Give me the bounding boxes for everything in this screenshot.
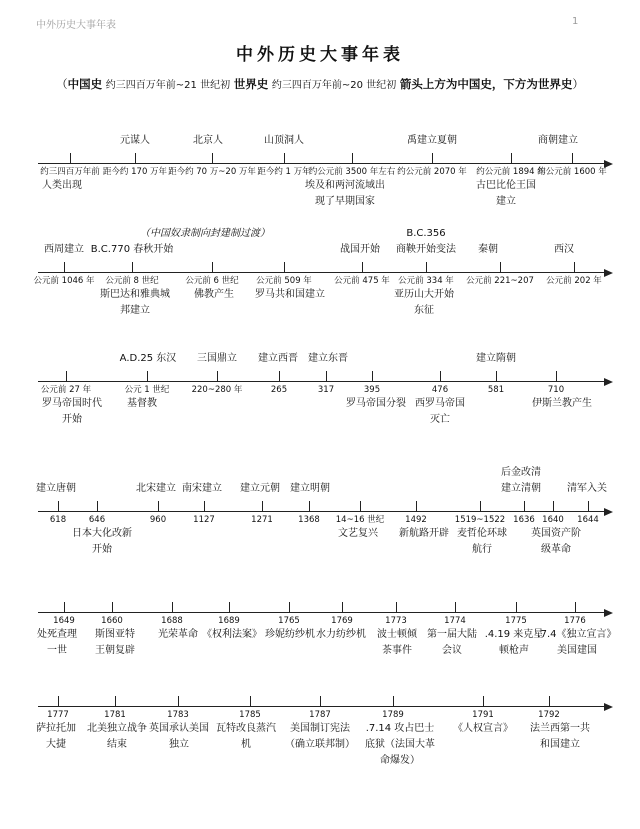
timeline-date: 1519~1522: [454, 515, 506, 525]
timeline-date: 1127: [193, 515, 215, 525]
timeline-date: 1368: [298, 515, 320, 525]
timeline-date: 960: [149, 515, 167, 525]
world-event: 罗马共和国建立: [255, 289, 325, 300]
timeline-tick: [432, 153, 433, 163]
timeline-tick: [70, 153, 71, 163]
china-event: 后金改清 建立清朝: [501, 467, 541, 494]
timeline-tick: [500, 262, 501, 272]
world-event: 美国制订宪法 （确立联邦制）: [285, 723, 355, 750]
china-event: B.C.770 春秋开始: [90, 244, 174, 255]
timeline-date: 1774: [444, 616, 466, 626]
world-event: 萨拉托加 大捷: [36, 723, 76, 750]
timeline-tick: [372, 371, 373, 381]
china-event: 三国鼎立: [197, 353, 237, 364]
timeline-date: 公元前 8 世纪: [105, 276, 159, 286]
world-event: 水力纺纱机: [316, 629, 366, 640]
timeline-date: 1781: [104, 710, 126, 720]
subtitle-world-label: 世界史: [233, 77, 269, 91]
timeline-date: 公元前 202 年: [546, 276, 602, 286]
arrow-right-icon: [604, 378, 613, 386]
world-event: 《权利法案》: [202, 629, 262, 640]
china-event: 元谋人: [120, 135, 150, 146]
subtitle-world-range: 约三四百万年前~20 世纪初: [271, 80, 397, 91]
timeline-tick: [549, 696, 550, 706]
china-event: 建立明朝: [290, 483, 330, 494]
timeline-tick: [342, 602, 343, 612]
world-event: 英国承认美国 独立: [149, 723, 209, 750]
world-event: 瓦特改良蒸汽 机: [216, 723, 276, 750]
timeline-date: 1640: [542, 515, 564, 525]
china-event: 建立元朝: [240, 483, 280, 494]
world-event: 西罗马帝国 灭亡: [415, 398, 465, 425]
arrow-right-icon: [604, 703, 613, 711]
timeline-tick: [147, 371, 148, 381]
timeline-tick: [393, 696, 394, 706]
timeline-tick: [440, 371, 441, 381]
timeline-tick: [158, 501, 159, 511]
timeline-date: 476: [431, 385, 449, 395]
timeline-date: 317: [317, 385, 335, 395]
timeline-tick: [496, 371, 497, 381]
timeline-tick: [396, 602, 397, 612]
timeline-date: 1765: [278, 616, 300, 626]
world-event: 处死查理 一世: [37, 629, 77, 656]
china-event: 战国开始: [340, 244, 380, 255]
timeline-tick: [575, 602, 576, 612]
timeline-tick: [516, 602, 517, 612]
timeline-date: 1773: [385, 616, 407, 626]
world-event: .7.4《独立宣言》 美国建国: [537, 629, 617, 656]
china-event: 北宋建立: [136, 483, 176, 494]
arrow-right-icon: [604, 508, 613, 516]
world-event: 麦哲伦环球 航行: [457, 528, 507, 555]
timeline-tick: [524, 501, 525, 511]
timeline-date: 距今约 170 万年: [102, 167, 168, 177]
timeline-date: 265: [270, 385, 288, 395]
timeline-tick: [115, 696, 116, 706]
timeline-date: 1660: [101, 616, 123, 626]
timeline-date: 14~16 世纪: [335, 515, 385, 525]
timeline-tick: [204, 501, 205, 511]
timeline-tick: [250, 696, 251, 706]
world-event: 基督教: [127, 398, 157, 409]
world-event: 人类出现: [42, 180, 82, 191]
timeline-tick: [64, 602, 65, 612]
timeline-date: 约三四百万年前: [40, 167, 100, 177]
world-event: 埃及和两河流域出 现了早期国家: [305, 180, 385, 207]
world-event: 佛教产生: [194, 289, 234, 300]
timeline-axis: [38, 612, 604, 613]
world-event: 北美独立战争 结束: [87, 723, 147, 750]
timeline-date: 1688: [161, 616, 183, 626]
timeline-date: 公元前 221~207: [466, 276, 534, 286]
timeline-date: 1789: [382, 710, 404, 720]
timeline-tick: [178, 696, 179, 706]
timeline-date: 公元 1 世纪: [124, 385, 170, 395]
world-event: 罗马帝国时代 开始: [42, 398, 102, 425]
subtitle-cn-range: 约三四百万年前~21 世纪初: [105, 80, 231, 91]
world-event: 英国资产阶 级革命: [531, 528, 581, 555]
world-event: 《人权宣言》: [453, 723, 513, 734]
timeline-date: 公元前 27 年: [40, 385, 92, 395]
china-event: A.D.25 东汉: [119, 353, 177, 364]
timeline-tick: [309, 501, 310, 511]
timeline-tick: [588, 501, 589, 511]
timeline-tick: [455, 602, 456, 612]
timeline-tick: [132, 262, 133, 272]
china-event: 建立隋朝: [476, 353, 516, 364]
subtitle-close: ）: [572, 77, 584, 91]
timeline-date: 1787: [309, 710, 331, 720]
timeline-date: 公元前 6 世纪: [185, 276, 239, 286]
arrow-right-icon: [604, 609, 613, 617]
timeline-date: 1644: [577, 515, 599, 525]
china-event: 建立西晋: [258, 353, 298, 364]
timeline-date: 1775: [505, 616, 527, 626]
timeline-date: 约公元前 1600 年: [537, 167, 607, 177]
world-event: 文艺复兴: [338, 528, 378, 539]
timeline-axis: [38, 706, 604, 707]
timeline-tick: [58, 696, 59, 706]
timeline-tick: [289, 602, 290, 612]
timeline-tick: [572, 153, 573, 163]
timeline-tick: [320, 696, 321, 706]
timeline-tick: [217, 371, 218, 381]
world-event: 光荣革命: [158, 629, 198, 640]
china-event: 秦朝: [478, 244, 498, 255]
timeline-tick: [326, 371, 327, 381]
world-event: 珍妮纺纱机: [265, 629, 315, 640]
timeline-tick: [352, 153, 353, 163]
world-event: 罗马帝国分裂: [346, 398, 406, 409]
timeline-tick: [97, 501, 98, 511]
timeline-tick: [362, 262, 363, 272]
timeline-tick: [112, 602, 113, 612]
timeline-tick: [212, 262, 213, 272]
world-event: 亚历山大开始 东征: [394, 289, 454, 316]
running-header: 中外历史大事年表: [36, 20, 116, 31]
timeline-date: 1636: [513, 515, 535, 525]
timeline-tick: [284, 262, 285, 272]
timeline-date: 1492: [405, 515, 427, 525]
timeline-tick: [574, 262, 575, 272]
timeline-axis: [38, 381, 604, 382]
world-event: 古巴比伦王国 建立: [476, 180, 536, 207]
timeline-tick: [284, 153, 285, 163]
timeline-date: 公元前 334 年: [398, 276, 454, 286]
timeline-tick: [556, 371, 557, 381]
timeline-tick: [480, 501, 481, 511]
timeline-date: 710: [547, 385, 565, 395]
timeline-tick: [416, 501, 417, 511]
timeline-date: 618: [49, 515, 67, 525]
china-event: 山顶洞人: [264, 135, 304, 146]
timeline-tick: [135, 153, 136, 163]
timeline-axis: [38, 163, 604, 164]
timeline-date: 1649: [53, 616, 75, 626]
china-event: 禹建立夏朝: [407, 135, 457, 146]
subtitle: [0, 76, 640, 92]
timeline-tick: [483, 696, 484, 706]
world-event: 斯巴达和雅典城 邦建立: [100, 289, 170, 316]
timeline-tick: [66, 371, 67, 381]
timeline-tick: [58, 501, 59, 511]
china-event: 西汉: [554, 244, 574, 255]
timeline-date: 约公元前 3500 年左右: [308, 167, 396, 177]
china-event: 商朝建立: [538, 135, 578, 146]
timeline-date: 1776: [564, 616, 586, 626]
timeline-date: 646: [88, 515, 106, 525]
world-event: 伊斯兰教产生: [532, 398, 592, 409]
timeline-date: 1783: [167, 710, 189, 720]
timeline-tick: [172, 602, 173, 612]
timeline-date: 公元前 475 年: [334, 276, 390, 286]
transition-note: （中国奴隶制向封建制过渡）: [140, 228, 270, 239]
page-title: 中外历史大事年表: [236, 45, 404, 65]
china-event: 建立东晋: [308, 353, 348, 364]
subtitle-note: 箭头上方为中国史，下方为世界史: [399, 77, 573, 91]
china-event: 北京人: [193, 135, 223, 146]
page-number: 1: [572, 16, 579, 27]
timeline-date: 395: [363, 385, 381, 395]
timeline-axis: [38, 511, 604, 512]
arrow-right-icon: [604, 269, 613, 277]
timeline-tick: [262, 501, 263, 511]
timeline-date: 距今约 70 万~20 万年: [168, 167, 256, 177]
world-event: .7.14 攻占巴士 底狱（法国大革 命爆发）: [365, 723, 435, 766]
timeline-tick: [279, 371, 280, 381]
timeline-date: 220~280 年: [191, 385, 243, 395]
timeline-date: 约公元前 2070 年: [397, 167, 467, 177]
china-event: 南宋建立: [182, 483, 222, 494]
china-event: 建立唐朝: [36, 483, 76, 494]
timeline-tick: [426, 262, 427, 272]
china-event: 清军入关: [567, 483, 607, 494]
china-event: B.C.356 商鞅开始变法: [396, 228, 456, 255]
timeline-date: 1689: [218, 616, 240, 626]
world-event: 斯图亚特 王朝复辟: [95, 629, 135, 656]
world-event: 新航路开辟: [399, 528, 449, 539]
timeline-date: 约公元前 1894 年: [476, 167, 546, 177]
timeline-date: 1769: [331, 616, 353, 626]
timeline-date: 1777: [47, 710, 69, 720]
subtitle-cn-label: 中国史: [67, 77, 103, 91]
timeline-date: 1785: [239, 710, 261, 720]
timeline-axis: [38, 272, 604, 273]
world-event: .4.19 来克星 顿枪声: [484, 629, 544, 656]
world-event: 波士顿倾 茶事件: [377, 629, 417, 656]
timeline-date: 1791: [472, 710, 494, 720]
timeline-date: 581: [487, 385, 505, 395]
world-event: 第一届大陆 会议: [427, 629, 477, 656]
timeline-tick: [212, 153, 213, 163]
world-event: 法兰西第一共 和国建立: [530, 723, 590, 750]
timeline-tick: [511, 153, 512, 163]
world-event: 日本大化改新 开始: [72, 528, 132, 555]
timeline-date: 公元前 509 年: [256, 276, 312, 286]
timeline-date: 1792: [538, 710, 560, 720]
timeline-date: 距今约 1 万年: [257, 167, 311, 177]
china-event: 西周建立: [44, 244, 84, 255]
timeline-tick: [360, 501, 361, 511]
timeline-tick: [229, 602, 230, 612]
timeline-tick: [64, 262, 65, 272]
timeline-date: 1271: [251, 515, 273, 525]
timeline-date: 公元前 1046 年: [33, 276, 95, 286]
subtitle-open: （: [56, 77, 68, 91]
timeline-tick: [553, 501, 554, 511]
